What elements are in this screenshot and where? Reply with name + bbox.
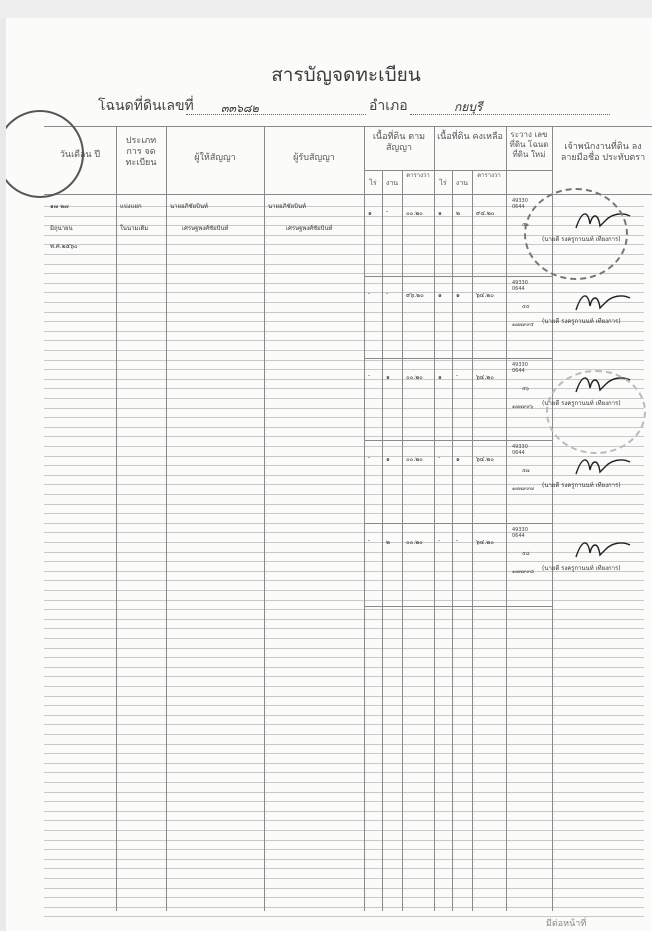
entry-remaining-ngan: ๒ xyxy=(456,210,460,217)
ruled-line xyxy=(44,888,644,889)
ruled-line xyxy=(44,734,644,735)
ruled-line xyxy=(44,696,644,697)
ruled-line xyxy=(44,513,644,514)
entry-contract-rai: ๑ xyxy=(368,210,372,217)
ruled-line xyxy=(44,715,644,716)
col-divider-rai-1 xyxy=(382,170,383,911)
officer-signature xyxy=(572,288,632,314)
officer-name: (นายตี รงครูกานนท์ เทียงการ) xyxy=(542,565,621,572)
entry-remaining-wa: ๖๔.๒๐ xyxy=(476,292,494,299)
entry-survey-3: ๕๗ xyxy=(522,468,530,474)
entry-contract-rai: - xyxy=(368,372,371,379)
office-seal-right xyxy=(524,188,628,280)
ruled-line xyxy=(44,580,644,581)
header-giver: ผู้ให้สัญญา xyxy=(194,153,236,163)
ruled-line xyxy=(44,292,644,293)
entry-survey-1: 49330 xyxy=(512,444,528,450)
ruled-line xyxy=(44,523,644,524)
entry-divider-2 xyxy=(364,358,552,359)
ruled-line xyxy=(44,312,644,313)
entry-survey-2: 0644 xyxy=(512,533,525,539)
entry-contract-ngan: ๒ xyxy=(386,539,390,546)
officer-signature xyxy=(572,535,632,561)
header-wa-1: ตารางวา xyxy=(406,172,430,179)
ruled-line xyxy=(44,657,644,658)
entry-contract-ngan: ๑ xyxy=(386,456,390,463)
ruled-line xyxy=(44,446,644,447)
entry-contract-ngan: - xyxy=(386,290,389,297)
office-seal-faint xyxy=(546,370,646,454)
entry-remaining-ngan: - xyxy=(456,372,459,379)
office-seal-left xyxy=(6,110,84,198)
entry-survey-3: ๕๕ xyxy=(522,304,530,310)
entry-survey-3: ๕๘ xyxy=(522,551,530,557)
ruled-line xyxy=(44,811,644,812)
officer-name: (นายตี รงครูกานนท์ เทียงการ) xyxy=(542,236,621,243)
row1-type-2: ในนามเดิม xyxy=(120,225,149,232)
col-divider-ngan-2 xyxy=(472,170,473,911)
ruled-line xyxy=(44,782,644,783)
ruled-line xyxy=(44,331,644,332)
entry-remaining-wa: ๖๔.๒๐ xyxy=(476,539,494,546)
entry-contract-rai: - xyxy=(368,537,371,544)
header-type: ประเภท การ จดทะเบียน xyxy=(125,136,157,168)
entry-survey-4: ๑๗๗๙๙๘ xyxy=(512,569,534,575)
entry-remaining-wa: ๖๔.๒๐ xyxy=(476,374,494,381)
entry-contract-wa: ๐๐.๒๐ xyxy=(406,539,423,546)
ruled-line xyxy=(44,849,644,850)
header-rai-2: ไร่ xyxy=(439,179,447,187)
ruled-line xyxy=(44,360,644,361)
ruled-line xyxy=(44,494,644,495)
entry-divider-1 xyxy=(364,276,552,277)
continued-note: มีต่อหน้าที่ xyxy=(546,919,587,929)
ruled-line xyxy=(44,283,644,284)
ruled-line xyxy=(44,456,644,457)
ruled-line xyxy=(44,686,644,687)
header-rai-1: ไร่ xyxy=(369,179,377,187)
col-divider-3 xyxy=(264,126,265,911)
ruled-line xyxy=(44,753,644,754)
row1-receiver-1: นายอภิชัยบินท์ xyxy=(268,203,306,210)
viewer-top-bar xyxy=(0,0,652,18)
entry-contract-ngan: - xyxy=(386,208,389,215)
entry-remaining-rai: ๑ xyxy=(438,374,442,381)
officer-name: (นายตี รงครูกานนท์ เทียงการ) xyxy=(542,400,621,407)
ruled-line xyxy=(44,907,644,908)
deed-number: ๓๓๖๘๒ xyxy=(221,102,259,115)
entry-survey-2: 0644 xyxy=(512,450,525,456)
row1-type-1: แบ่งแยก xyxy=(120,203,142,210)
document-page xyxy=(6,18,652,931)
officer-name: (นายตี รงครูกานนท์ เทียงการ) xyxy=(542,482,621,489)
entry-remaining-rai: - xyxy=(438,537,441,544)
ruled-line xyxy=(44,590,644,591)
ruled-line xyxy=(44,436,644,437)
ruled-line xyxy=(44,830,644,831)
ruled-line xyxy=(44,628,644,629)
ruled-line xyxy=(44,897,644,898)
entry-contract-rai: - xyxy=(368,454,371,461)
ruled-line xyxy=(44,609,644,610)
entry-survey-1: 49330 xyxy=(512,527,528,533)
ruled-line xyxy=(44,676,644,677)
deed-number-line xyxy=(186,114,366,115)
district-label: อำเภอ xyxy=(369,98,408,114)
ruled-line xyxy=(44,600,644,601)
entry-survey-3: ๕๖ xyxy=(522,386,529,392)
ruled-line xyxy=(44,504,644,505)
officer-name: (นายตี รงครูกานนท์ เทียงการ) xyxy=(542,318,621,325)
row1-giver-2: เศรษฐพงศ์ชัยบินท์ xyxy=(182,225,229,232)
ruled-line xyxy=(44,763,644,764)
area-subheader-line xyxy=(364,170,552,171)
ruled-line xyxy=(44,465,644,466)
ruled-line xyxy=(44,619,644,620)
entry-contract-wa: ๐๐.๒๐ xyxy=(406,374,423,381)
col-divider-5 xyxy=(434,126,435,911)
entry-contract-rai: - xyxy=(368,290,371,297)
ruled-line xyxy=(44,705,644,706)
row1-date-1: ๑๗ ๒๗ xyxy=(50,203,69,210)
entry-remaining-ngan: ๑ xyxy=(456,456,460,463)
entry-contract-wa: ๙๖.๒๐ xyxy=(406,292,424,299)
entry-remaining-rai: ๑ xyxy=(438,210,442,217)
ruled-line xyxy=(44,878,644,879)
ruled-line xyxy=(44,340,644,341)
row1-date-2: มิถุนายน xyxy=(50,225,73,232)
entry-survey-2: 0644 xyxy=(512,286,525,292)
header-ngan-1: งาน xyxy=(385,179,399,187)
row1-date-3: พ.ศ.๒๕๖๐ xyxy=(50,243,78,250)
entry-survey-2: 0644 xyxy=(512,368,525,374)
row1-receiver-2: เศรษฐพงศ์ชัยบินท์ xyxy=(286,225,333,232)
ruled-line xyxy=(44,859,644,860)
district-line xyxy=(410,114,610,115)
entry-divider-5 xyxy=(364,606,552,607)
entry-remaining-ngan: ๑ xyxy=(456,292,460,299)
col-divider-4 xyxy=(364,126,365,911)
col-divider-1 xyxy=(116,126,117,911)
entry-remaining-rai: - xyxy=(438,454,441,461)
entry-survey-4: ๑๗๗๙๙๖ xyxy=(512,404,534,410)
table-top-border xyxy=(44,126,652,127)
entry-remaining-wa: ๖๔.๒๐ xyxy=(476,456,494,463)
ruled-line xyxy=(44,475,644,476)
entry-survey-1: 49330 xyxy=(512,362,528,368)
entry-divider-4 xyxy=(364,523,552,524)
entry-remaining-wa: ๙๔.๒๐ xyxy=(476,210,495,217)
header-wa-2: ตารางวา xyxy=(477,172,501,179)
entry-survey-1: 49330 xyxy=(512,198,528,204)
page-title: สารบัญจดทะเบียน xyxy=(271,64,421,86)
header-area-contract: เนื้อที่ดิน ตามสัญญา xyxy=(372,132,426,153)
entry-contract-wa: ๐๐.๒๐ xyxy=(406,210,423,217)
entry-survey-4: ๑๗๗๙๙๗ xyxy=(512,486,534,492)
ruled-line xyxy=(44,542,644,543)
col-divider-6 xyxy=(506,126,507,911)
ruled-line xyxy=(44,724,644,725)
header-survey: ระวาง เลขที่ดิน โฉนดที่ดิน ใหม่ xyxy=(509,130,549,159)
entry-survey-2: 0644 xyxy=(512,204,525,210)
header-officer: เจ้าพนักงานที่ดิน ลงลายมือชื่อ ประทับตรา xyxy=(560,142,646,163)
ruled-line xyxy=(44,801,644,802)
ruled-line xyxy=(44,552,644,553)
ruled-line xyxy=(44,667,644,668)
ruled-line xyxy=(44,302,644,303)
col-divider-2 xyxy=(166,126,167,911)
header-receiver: ผู้รับสัญญา xyxy=(293,153,335,163)
entry-survey-4: ๑๗๗๙๙๕ xyxy=(512,322,534,328)
header-ngan-2: งาน xyxy=(455,179,469,187)
ruled-line xyxy=(44,638,644,639)
ruled-line xyxy=(44,820,644,821)
entry-remaining-rai: ๑ xyxy=(438,292,442,299)
entry-divider-3 xyxy=(364,440,552,441)
col-divider-ngan-1 xyxy=(402,170,403,911)
header-area-remaining: เนื้อที่ดิน คงเหลือ xyxy=(437,132,503,142)
officer-signature xyxy=(572,452,632,478)
ruled-line xyxy=(44,792,644,793)
ruled-line xyxy=(44,744,644,745)
col-divider-rai-2 xyxy=(452,170,453,911)
entry-survey-1: 49330 xyxy=(512,280,528,286)
ruled-line xyxy=(44,772,644,773)
ruled-line xyxy=(44,868,644,869)
deed-label: โฉนดที่ดินเลขที่ xyxy=(98,98,194,114)
ruled-line xyxy=(44,369,644,370)
entry-remaining-ngan: - xyxy=(456,537,459,544)
ruled-line xyxy=(44,379,644,380)
ruled-line xyxy=(44,350,644,351)
ruled-line xyxy=(44,648,644,649)
row1-giver-1: นายอภิชัยบินท์ xyxy=(170,203,208,210)
ruled-line xyxy=(44,532,644,533)
entry-contract-wa: ๐๐.๒๐ xyxy=(406,456,423,463)
district-value: กยบุรี xyxy=(454,100,483,114)
ruled-line xyxy=(44,840,644,841)
entry-contract-ngan: ๑ xyxy=(386,374,390,381)
entry-survey-3: ๕๑ xyxy=(522,222,529,228)
ruled-line xyxy=(44,561,644,562)
header-date: วันเดือน ปี xyxy=(59,150,101,160)
